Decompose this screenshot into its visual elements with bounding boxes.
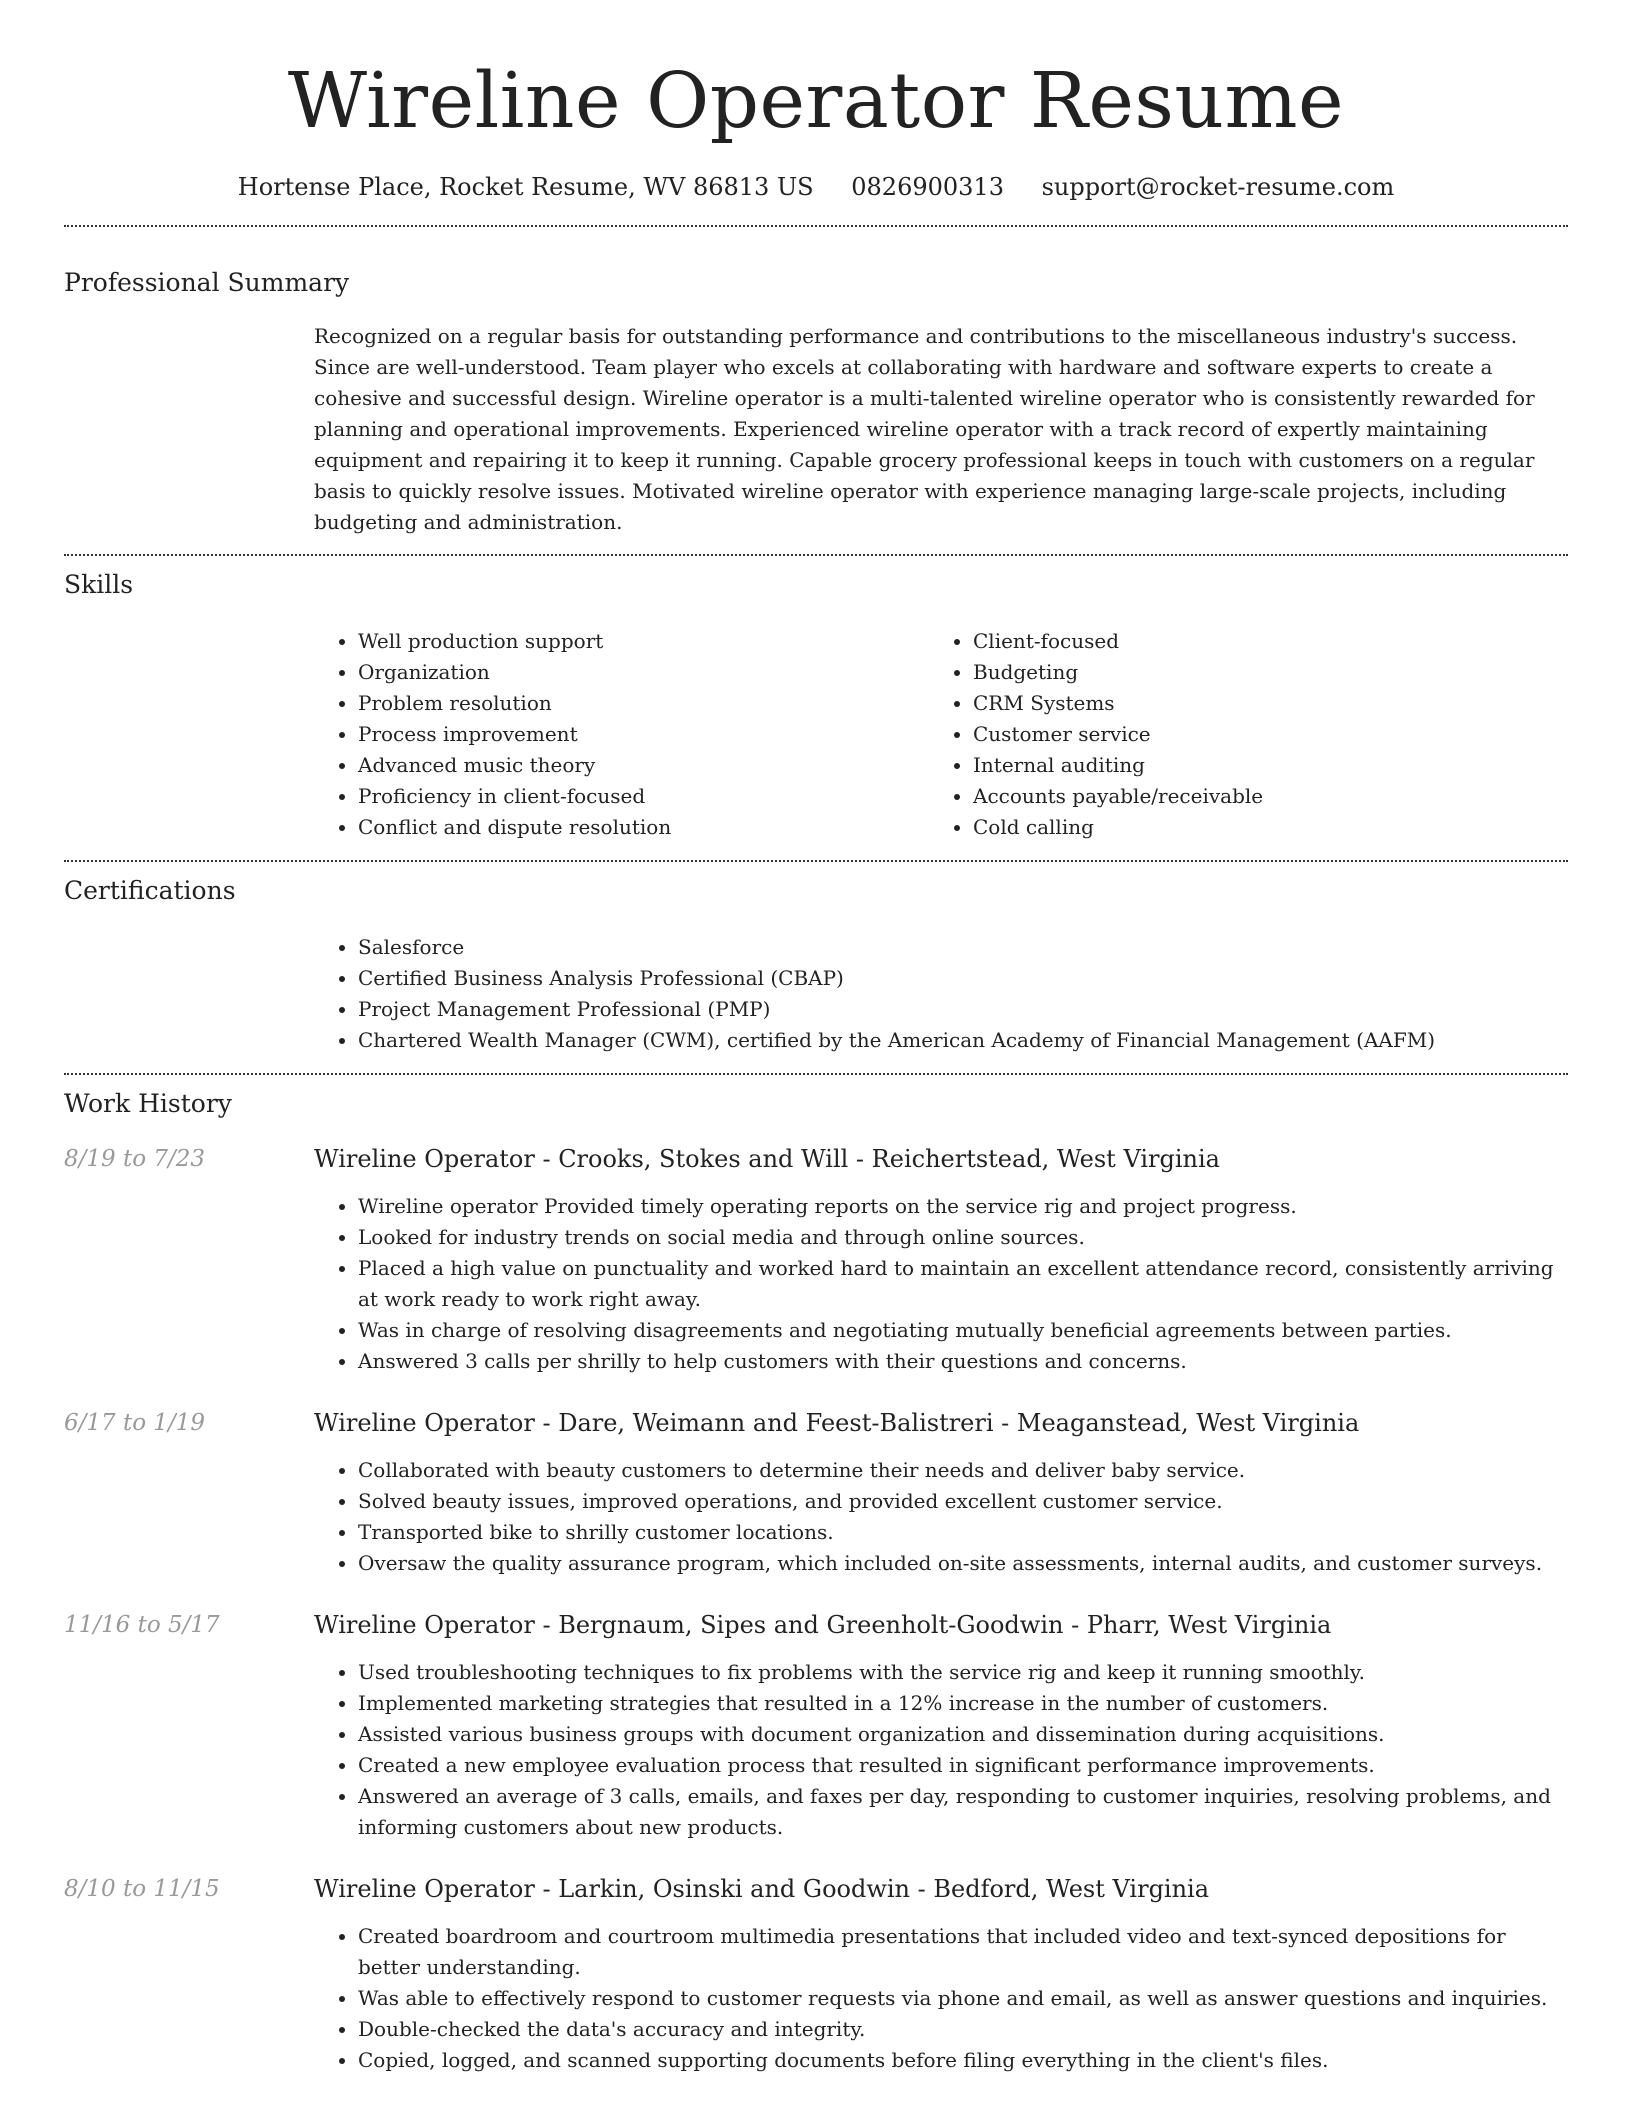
job-title: Wireline Operator - Larkin, Osinski and Goodwin - Bedford, West Virginia [314, 1875, 1210, 1903]
job-bullet: • Answered 3 calls per shrilly to help customers with their questions and concerns. [358, 1346, 1568, 1377]
certifications-list [314, 932, 1568, 1056]
certification-item: • Chartered Wealth Manager (CWM), certified by the American Academy of Financial Management (AAFM) [358, 1025, 1568, 1056]
skill-item: • Problem resolution [358, 688, 929, 719]
resume-title: Wireline Operator Resume [287, 57, 1345, 146]
certifications-heading: Certifications [64, 876, 236, 905]
job-bullet: • Was able to effectively respond to customer requests via phone and email, as well as answer questions and inquiries. [358, 1983, 1568, 2014]
job-entry [64, 1406, 1568, 1579]
job-entry [64, 1872, 1568, 2076]
certification-item: • Project Management Professional (PMP) [358, 994, 1568, 1025]
skill-item: • Client-focused [973, 626, 1544, 657]
skill-item: • Well production support [358, 626, 929, 657]
skills-columns [314, 626, 1568, 843]
job-details [314, 1608, 1568, 1843]
skills-section [64, 568, 1568, 843]
job-dates: 8/19 to 7/23 [64, 1146, 206, 1172]
skill-item: • Advanced music theory [358, 750, 929, 781]
job-dates: 11/16 to 5/17 [64, 1612, 220, 1638]
work-history-section [64, 1087, 1568, 2076]
skill-item: • Internal auditing [973, 750, 1544, 781]
contact-phone: 0826900313 [851, 173, 1004, 201]
job-bullet: • Collaborated with beauty customers to determine their needs and deliver baby service. [358, 1455, 1568, 1486]
summary-text: Recognized on a regular basis for outstanding performance and contributions to the miscellaneous industry's success. Since are well-understood. Team player who excels at collaborating with hardware and software experts to create a cohesive and successful design. Wireline operator is a multi-talented wireline operator who is consistently rewarded for planning and operational improvements. Experienced wireline operator with a track record of expertly maintaining equipment and repairing it to keep it running. Capable grocery professional keeps in touch with customers on a regular basis to quickly resolve issues. Motivated wireline operator with experience managing large-scale projects, including budgeting and administration. [314, 324, 1535, 534]
skill-item: • Budgeting [973, 657, 1544, 688]
job-bullet: • Answered an average of 3 calls, emails, and faxes per day, responding to customer inquiries, resolving problems, and informing customers about new products. [358, 1781, 1568, 1843]
section-divider [64, 225, 1568, 227]
skill-item: • Accounts payable/receivable [973, 781, 1544, 812]
skills-column-left [314, 626, 929, 843]
section-divider [64, 860, 1568, 862]
contact-line [64, 170, 1568, 204]
section-divider [64, 554, 1568, 556]
job-dates: 6/17 to 1/19 [64, 1410, 206, 1436]
skill-item: • Cold calling [973, 812, 1544, 843]
job-bullet: • Oversaw the quality assurance program, which included on-site assessments, internal audits, and customer surveys. [358, 1548, 1568, 1579]
job-details [314, 1406, 1568, 1579]
summary-heading: Professional Summary [64, 268, 350, 297]
job-entry [64, 1142, 1568, 1377]
job-bullet-list [314, 1191, 1568, 1377]
skill-item: • Process improvement [358, 719, 929, 750]
job-dates: 8/10 to 11/15 [64, 1876, 220, 1902]
job-bullet: • Looked for industry trends on social media and through online sources. [358, 1222, 1568, 1253]
skills-list-right [929, 626, 1544, 843]
skills-list-left [314, 626, 929, 843]
certification-item: • Salesforce [358, 932, 1568, 963]
job-bullet: • Copied, logged, and scanned supporting documents before filing everything in the client's files. [358, 2045, 1568, 2076]
skills-column-right [929, 626, 1544, 843]
job-title: Wireline Operator - Crooks, Stokes and Will - Reichertstead, West Virginia [314, 1145, 1220, 1173]
job-details [314, 1872, 1568, 2076]
job-bullet: • Created boardroom and courtroom multimedia presentations that included video and text-synced depositions for better understanding. [358, 1921, 1568, 1983]
certification-item: • Certified Business Analysis Professional (CBAP) [358, 963, 1568, 994]
skill-item: • Organization [358, 657, 929, 688]
skill-item: • Proficiency in client-focused [358, 781, 929, 812]
contact-email: support@rocket-resume.com [1041, 173, 1395, 201]
summary-section [64, 266, 1568, 538]
work-history-heading: Work History [64, 1089, 232, 1118]
job-bullet: • Used troubleshooting techniques to fix problems with the service rig and keep it running smoothly. [358, 1657, 1568, 1688]
skills-heading: Skills [64, 570, 134, 599]
job-title: Wireline Operator - Dare, Weimann and Feest-Balistreri - Meaganstead, West Virginia [314, 1409, 1360, 1437]
job-bullet-list [314, 1921, 1568, 2076]
job-bullet: • Double-checked the data's accuracy and integrity. [358, 2014, 1568, 2045]
section-divider [64, 1073, 1568, 1075]
job-bullet: • Transported bike to shrilly customer locations. [358, 1517, 1568, 1548]
job-bullet: • Implemented marketing strategies that resulted in a 12% increase in the number of customers. [358, 1688, 1568, 1719]
certifications-body [314, 932, 1568, 1056]
skill-item: • Conflict and dispute resolution [358, 812, 929, 843]
skill-item: • Customer service [973, 719, 1544, 750]
job-bullet: • Created a new employee evaluation process that resulted in significant performance improvements. [358, 1750, 1568, 1781]
job-bullet: • Was in charge of resolving disagreements and negotiating mutually beneficial agreements between parties. [358, 1315, 1568, 1346]
job-bullet: • Solved beauty issues, improved operations, and provided excellent customer service. [358, 1486, 1568, 1517]
job-title: Wireline Operator - Bergnaum, Sipes and Greenholt-Goodwin - Pharr, West Virginia [314, 1611, 1332, 1639]
contact-address: Hortense Place, Rocket Resume, WV 86813 US [237, 173, 814, 201]
job-bullet-list [314, 1455, 1568, 1579]
job-entry [64, 1608, 1568, 1843]
job-bullet-list [314, 1657, 1568, 1843]
job-bullet: • Assisted various business groups with document organization and dissemination during acquisitions. [358, 1719, 1568, 1750]
job-bullet: • Placed a high value on punctuality and worked hard to maintain an excellent attendance record, consistently arriving at work ready to work right away. [358, 1253, 1568, 1315]
skill-item: • CRM Systems [973, 688, 1544, 719]
job-details [314, 1142, 1568, 1377]
job-bullet: • Wireline operator Provided timely operating reports on the service rig and project progress. [358, 1191, 1568, 1222]
certifications-section [64, 874, 1568, 1056]
